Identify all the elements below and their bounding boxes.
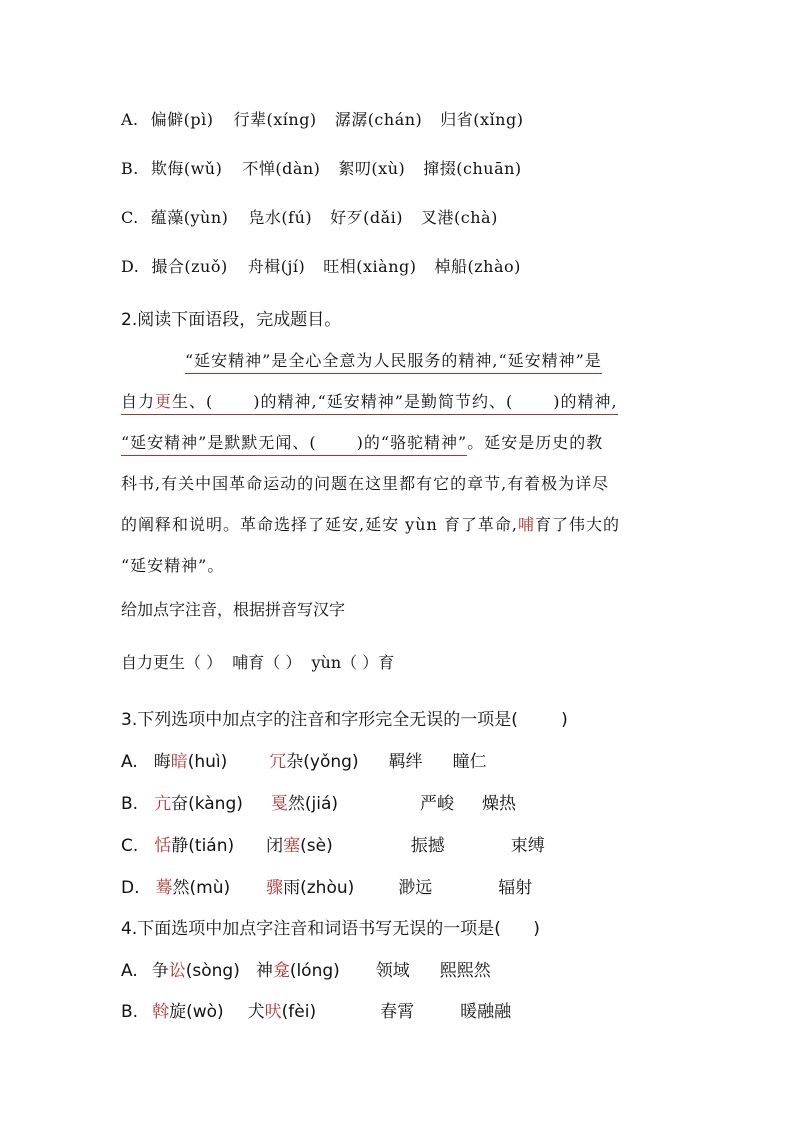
q2-paragraph-line-2: 自力更生、( )的精神,“延安精神”是勤简节约、( )的精神, [121,389,618,412]
q2-paragraph-line-1: “延安精神”是全心全意为人民服务的精神,“延安精神”是 [185,348,602,371]
q2-paragraph-line-3: “延安精神”是默默无闻、( )的“骆驼精神”。延安是历史的教 [121,430,603,453]
q2-paragraph-line-6: “延安精神”。 [121,556,225,575]
q4-option-b: B. 斡旋(wò) 犬吠(fèi) 春霄 暖融融 [121,1002,512,1022]
q3-option-a: A. 晦暗(huì) 冗杂(yǒng) 羁绊 瞳仁 [121,752,487,772]
q2-paragraph-line-5: 的阐释和说明。革命选择了延安,延安 yùn 育了革命,哺育了伟大的 [121,515,621,534]
q3-title: 3.下列选项中加点字的注音和字形完全无误的一项是( ) [121,710,568,730]
q2-fill-blanks: 自力更生（ ） 哺育（ ） yùn（ ）育 [121,653,395,672]
q2-paragraph-line-4: 科书,有关中国革命运动的问题在这里都有它的章节,有着极为详尽 [121,474,610,493]
q2-instruction: 给加点字注音，根据拼音写汉字 [121,600,346,619]
q3-option-b: B. 亢奋(kàng) 戛然(jiá) 严峻 燥热 [121,794,517,814]
q3-option-d: D. 蓦然(mù) 骤雨(zhòu) 渺远 辐射 [121,878,533,898]
q1-option-a: A. 偏僻(pì) 行辈(xíng) 潺潺(chán) 归省(xǐng) [121,110,524,129]
q1-option-c: C. 蕴藻(yùn) 凫水(fú) 好歹(dǎi) 叉港(chà) [121,208,498,227]
q2-title: 2.阅读下面语段，完成题目。 [121,310,342,330]
q1-option-d: D. 撮合(zuǒ) 舟楫(jí) 旺相(xiàng) 棹船(zhào) [121,257,521,276]
q4-title: 4.下面选项中加点字注音和词语书写无误的一项是( ) [121,919,540,939]
q3-option-c: C. 恬静(tián) 闭塞(sè) 振撼 束缚 [121,836,545,856]
q1-option-b: B. 欺侮(wǔ) 不惮(dàn) 絮叨(xù) 撺掇(chuān) [121,159,522,178]
q4-option-a: A. 争讼(sòng) 神龛(lóng) 领域 熙熙然 [121,961,491,981]
